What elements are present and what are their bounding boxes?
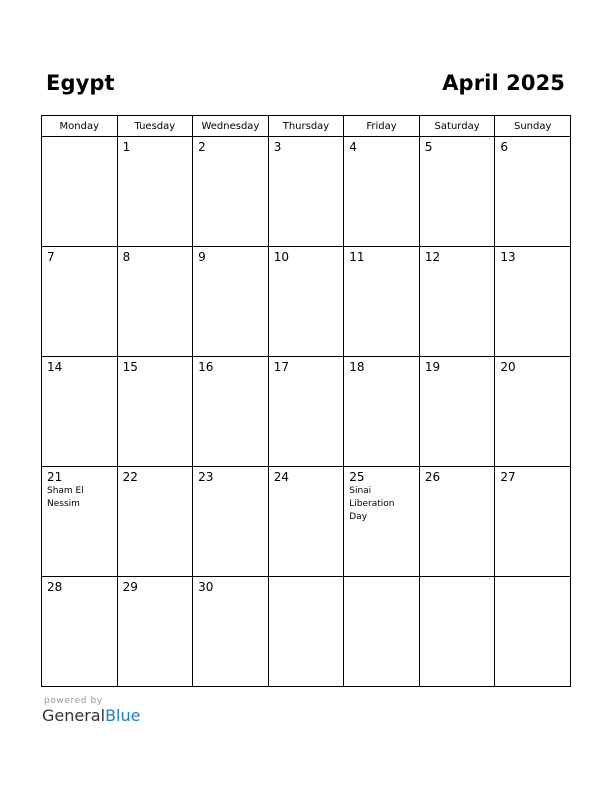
- day-number: [344, 577, 419, 580]
- day-cell: [268, 577, 344, 687]
- day-cell: [419, 467, 495, 577]
- day-cell: [42, 467, 118, 577]
- day-number: 21: [47, 470, 63, 484]
- generalblue-logo: [42, 707, 140, 725]
- weekday-header: Saturday: [419, 116, 495, 137]
- day-number: 23: [198, 470, 214, 484]
- powered-by-text: powered by: [44, 696, 103, 706]
- day-number: 17: [273, 360, 289, 374]
- day-cell: [495, 137, 571, 247]
- day-number: 1: [122, 140, 131, 154]
- day-number: 13: [500, 250, 516, 264]
- weekday-header: Monday: [42, 116, 118, 137]
- day-cell: [42, 577, 118, 687]
- day-number: 30: [198, 580, 214, 594]
- logo-blue-text: Blue: [105, 706, 141, 725]
- day-number: 26: [424, 470, 441, 484]
- day-cell: [419, 247, 495, 357]
- day-number: 4: [349, 140, 357, 154]
- day-number: 29: [122, 580, 138, 594]
- country-title: Egypt: [46, 71, 115, 95]
- weekday-header: Sunday: [495, 116, 571, 137]
- weekday-header: Tuesday: [117, 116, 193, 137]
- day-cell: [268, 137, 344, 247]
- generalblue-branding: [42, 696, 140, 725]
- day-number: 25: [349, 470, 365, 484]
- day-cell: [42, 137, 118, 247]
- day-number: [269, 577, 344, 580]
- day-number: 16: [198, 360, 214, 374]
- day-cell: [193, 247, 269, 357]
- holiday-label: Sham El Nessim: [47, 486, 84, 509]
- day-cell: [193, 357, 269, 467]
- weekday-header: Thursday: [268, 116, 344, 137]
- day-cell: [495, 467, 571, 577]
- day-number: 27: [500, 470, 516, 484]
- week-row: [42, 467, 571, 577]
- day-number: 22: [122, 470, 138, 484]
- day-number: [495, 577, 570, 580]
- calendar-grid: [41, 115, 571, 687]
- day-cell: [495, 247, 571, 357]
- day-cell: [419, 137, 495, 247]
- weekday-header-row: [42, 116, 571, 137]
- logo-general-text: General: [42, 706, 106, 725]
- day-number: 28: [47, 580, 63, 594]
- day-cell: [193, 467, 269, 577]
- day-number: 2: [198, 140, 206, 154]
- day-number: [42, 137, 117, 140]
- day-number: 8: [122, 250, 131, 264]
- day-cell: [42, 357, 118, 467]
- day-cell: [344, 577, 420, 687]
- day-number: 19: [424, 360, 441, 374]
- weekday-header: Friday: [344, 116, 420, 137]
- day-number: [420, 577, 495, 580]
- day-number: 24: [273, 470, 289, 484]
- day-number: 10: [273, 250, 289, 264]
- day-cell: [495, 357, 571, 467]
- week-row: [42, 137, 571, 247]
- day-number: 3: [273, 140, 282, 154]
- day-cell: [268, 467, 344, 577]
- day-cell: [419, 357, 495, 467]
- day-cell: [117, 247, 193, 357]
- day-cell: [419, 577, 495, 687]
- day-cell: [344, 137, 420, 247]
- day-cell: [117, 137, 193, 247]
- day-cell: [495, 577, 571, 687]
- day-cell: [193, 577, 269, 687]
- week-row: [42, 357, 571, 467]
- week-row: [42, 577, 571, 687]
- day-number: 12: [424, 250, 441, 264]
- month-year-title: April 2025: [442, 71, 565, 95]
- day-cell: [344, 247, 420, 357]
- day-cell: [193, 137, 269, 247]
- day-number: 20: [500, 360, 516, 374]
- day-cell: [268, 247, 344, 357]
- weekday-header: Wednesday: [193, 116, 269, 137]
- day-number: 15: [122, 360, 138, 374]
- day-cell: [268, 357, 344, 467]
- day-number: 6: [500, 140, 509, 154]
- day-number: 11: [349, 250, 365, 264]
- day-cell: [42, 247, 118, 357]
- day-number: 14: [47, 360, 63, 374]
- day-number: 9: [198, 250, 206, 264]
- day-number: 18: [349, 360, 365, 374]
- day-cell: [344, 357, 420, 467]
- day-cell: [117, 577, 193, 687]
- holiday-label: Sinai Liberation Day: [349, 486, 395, 522]
- week-row: [42, 247, 571, 357]
- day-number: 7: [47, 250, 55, 264]
- day-number: 5: [424, 140, 433, 154]
- day-cell: [117, 357, 193, 467]
- day-cell: [344, 467, 420, 577]
- day-cell: [117, 467, 193, 577]
